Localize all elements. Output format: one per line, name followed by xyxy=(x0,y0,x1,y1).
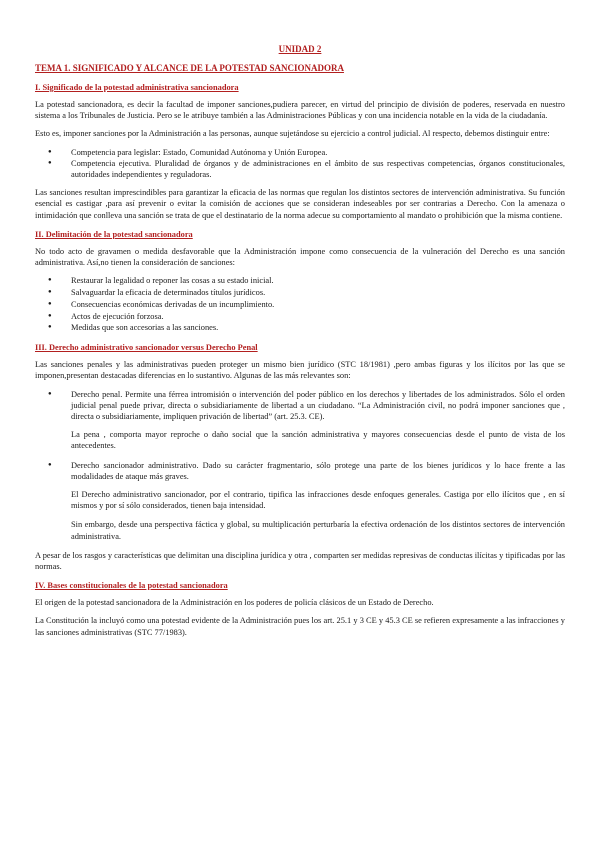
section-3-list-1 xyxy=(35,389,565,423)
section-3-paragraph-2: A pesar de los rasgos y características que delimitan una disciplina jurídica y otra , comparten ser medidas represivas de conductas ilícitas y tipificadas por las normas. xyxy=(35,550,565,572)
section-4-paragraph-2: La Constitución la incluyó como una potestad evidente de la Administración pues los art. 25.1 y 3 CE y 45.3 CE se refieren expresamente a las infracciones y las sanciones administrativas (STC 77/1983). xyxy=(35,616,565,637)
list-item: ● Competencia para legislar: Estado, Comunidad Autónoma y Unión Europea. xyxy=(35,147,565,158)
section-2-paragraph-1: No todo acto de gravamen o medida desfavorable que la Administración impone como consecuencia de la vulneración del Derecho es una sanción administrativa. Así,no tienen la consideración de sanciones: xyxy=(35,246,565,268)
section-4-paragraph-1: El origen de la potestad sancionadora de la Administración en los poderes de policía clásicos de un Estado de Derecho. xyxy=(35,598,434,608)
section-3-subparagraph-2: El Derecho administrativo sancionador, por el contrario, tipifica las infracciones desde enfoques generales. Castiga por ello ilícitos que , en sí mismos y por sí sólo considerados, tienen baja intensidad. xyxy=(71,490,565,511)
section-1-paragraph-3: Las sanciones resultan imprescindibles para garantizar la eficacia de las normas que regulan los distintos sectores de intervención administrativa. Su función esencial es castigar ,para así prevenir o evitar la comisión de acciones que se consideran indeseables por ser contrarias a Derecho. Con la amenaza o intimidación que conlleva una sanción se trata de que el destinatario de la norma adecue su comportamiento al mandato o prohibición que la misma contiene. xyxy=(35,188,565,220)
unit-title: UNIDAD 2 xyxy=(278,44,322,54)
list-item: ● Actos de ejecución forzosa. xyxy=(35,311,565,323)
topic-title: TEMA 1. SIGNIFICADO Y ALCANCE DE LA POTESTAD SANCIONADORA xyxy=(35,63,344,73)
list-item: ● Restaurar la legalidad o reponer las cosas a su estado inicial. xyxy=(35,275,565,287)
section-4-title: IV. Bases constitucionales de la potestad sancionadora xyxy=(35,581,228,591)
list-item: ● Competencia ejecutiva. Pluralidad de órganos y de administraciones en el ámbito de sus respectivas competencias, órganos constitucionales, autoridades independientes y reguladoras. xyxy=(35,158,565,180)
list-item: ● Derecho penal. Permite una férrea intromisión o intervención del poder público en los derechos y libertades de los administrados. Sólo el orden judicial penal puede privar, directa o subsidiariamente de libertad a un ciudadano. “La Administración civil, no podrá imponer sanciones que , directa o subsidiariamente, impliquen privación de libertad” (art. 25.3. CE). xyxy=(35,389,565,423)
section-3-paragraph-1: Las sanciones penales y las administrativas pueden proteger un mismo bien jurídico (STC 18/1981) ,pero ambas figuras y los ilícitos por las que se imponen,presentan destacadas diferencias en lo sustantivo. Algunas de las más relevantes son: xyxy=(35,360,565,381)
section-3-title: III. Derecho administrativo sancionador versus Derecho Penal xyxy=(35,343,258,353)
list-item: ● Salvaguardar la eficacia de determinados títulos jurídicos. xyxy=(35,287,565,299)
section-3-subparagraph-3: Sin embargo, desde una perspectiva fáctica y global, su multiplicación perturbaría la efectiva ordenación de los distintos sectores de intervención administrativa. xyxy=(71,520,565,541)
section-3-subparagraph-1: La pena , comporta mayor reproche o daño social que la sanción administrativa y mayores consecuencias desde el punto de vista de los antecedentes. xyxy=(71,430,565,451)
section-1-paragraph-1: La potestad sancionadora, es decir la facultad de imponer sanciones,pudiera parecer, en virtud del principio de división de poderes, reservada en nuestro sistema a los Tribunales de Justicia. Pero se le atribuye también a las Administraciones Públicas y con una incidencia notable en la vida de la ciudadanía. xyxy=(35,100,565,121)
section-1-paragraph-2: Esto es, imponer sanciones por la Administración a las personas, aunque sujetándose su ejercicio a control judicial. Al respecto, debemos distinguir entre: xyxy=(35,129,550,139)
section-2-list xyxy=(35,275,565,334)
section-1-title: I. Significado de la potestad administrativa sancionadora xyxy=(35,83,239,92)
list-item: ● Medidas que son accesorias a las sanciones. xyxy=(35,322,565,334)
section-3-list-2 xyxy=(35,460,565,482)
document-page xyxy=(35,44,565,645)
list-item: ● Derecho sancionador administrativo. Dado su carácter fragmentario, sólo protege una parte de los bienes jurídicos y lo hace frente a las modalidades de ataque más graves. xyxy=(35,460,565,482)
section-2-title: II. Delimitación de la potestad sancionadora xyxy=(35,229,193,239)
section-1-list xyxy=(35,147,565,181)
list-item: ● Consecuencias económicas derivadas de un incumplimiento. xyxy=(35,299,565,311)
